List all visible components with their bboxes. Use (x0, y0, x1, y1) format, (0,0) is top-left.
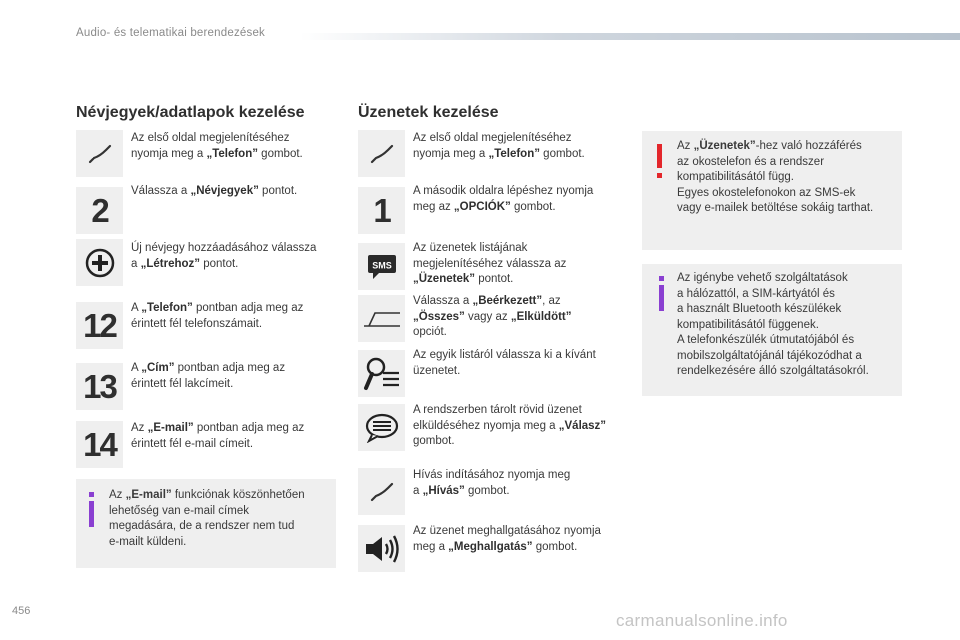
services-info-text: Az igénybe vehető szolgáltatások a hálózattól, a SIM-kártyától és a használt Bluetooth készülékek kompatibilitásától függenek. A telefonkészülék útmutatójából és mobilszolgáltatójánál tájékozódhat a rendelkezésére álló szolgáltatásokról. (677, 272, 869, 377)
contacts-step-2-text: Válassza a „Névjegyek” pontot. (131, 185, 298, 197)
contacts-step-3-text: Új névjegy hozzáadásához válassza a „Létrehoz” pontot. (131, 242, 317, 270)
phone-handset-icon (76, 130, 123, 177)
number-1-icon: 1 (358, 187, 405, 234)
phone-handset-icon (358, 130, 405, 177)
reply-bubble-icon (358, 404, 405, 451)
messages-step-3-text: Az üzenetek listájának megjelenítéséhez válassza az „Üzenetek” pontot. (413, 242, 567, 285)
header-divider (300, 33, 960, 40)
number-2-icon: 2 (76, 187, 123, 234)
messages-section-title: Üzenetek kezelése (358, 104, 499, 121)
speaker-icon (358, 525, 405, 572)
info-icon (659, 276, 664, 312)
messages-warning-text: Az „Üzenetek”-hez való hozzáférés az okostelefon és a rendszer kompatibilitásától függ. Egyes okostelefonokon az SMS-ek vagy e-mailek betöltése sokáig tarthat. (677, 140, 874, 214)
info-icon (89, 492, 94, 528)
number-12-icon: 12 (76, 302, 123, 349)
contacts-section-title: Névjegyek/adatlapok kezelése (76, 104, 305, 121)
list-search-icon (358, 350, 405, 397)
warning-icon (657, 144, 662, 178)
contacts-step-6-text: Az „E-mail” pontban adja meg az érintett fél e-mail címeit. (131, 422, 305, 450)
watermark: carmanualsonline.info (616, 611, 788, 630)
tab-icon (358, 295, 405, 342)
contacts-step-1-text: Az első oldal megjelenítéséhez nyomja meg a „Telefon” gombot. (131, 132, 303, 160)
email-info-text: Az „E-mail” funkciónak köszönhetően lehetőség van e-mail címek megadására, de a rendszer nem tud e-mailt küldeni. (109, 489, 305, 548)
messages-step-1-text: Az első oldal megjelenítéséhez nyomja meg a „Telefon” gombot. (413, 132, 585, 160)
number-14-icon: 14 (76, 421, 123, 468)
sms-bubble-icon (358, 243, 405, 290)
messages-step-5-text: Az egyik listáról válassza ki a kívánt üzenetet. (413, 349, 596, 377)
services-info-note (642, 264, 902, 396)
messages-step-8-text: Az üzenet meghallgatásához nyomja meg a „Meghallgatás” gombot. (413, 525, 601, 553)
messages-step-4-text: Válassza a „Beérkezett”, az „Összes” vagy az „Elküldött” opciót. (413, 295, 572, 338)
email-info-note (76, 479, 336, 568)
messages-step-6-text: A rendszerben tárolt rövid üzenet elküldéséhez nyomja meg a „Válasz” gombot. (413, 404, 607, 447)
page-number: 456 (12, 605, 31, 617)
messages-step-2-text: A második oldalra lépéshez nyomja meg az „OPCIÓK” gombot. (413, 185, 594, 213)
contacts-step-4-text: A „Telefon” pontban adja meg az érintett fél telefonszámait. (131, 302, 304, 330)
messages-step-7-text: Hívás indításához nyomja meg a „Hívás” gombot. (413, 469, 571, 497)
phone-handset-icon (358, 468, 405, 515)
contacts-step-5-text: A „Cím” pontban adja meg az érintett fél lakcímeit. (131, 362, 286, 390)
messages-warning-note (642, 131, 902, 250)
plus-circle-icon (76, 239, 123, 286)
number-13-icon: 13 (76, 363, 123, 410)
header-title: Audio- és telematikai berendezések (76, 27, 265, 39)
svg-text:SMS: SMS (371, 260, 392, 270)
